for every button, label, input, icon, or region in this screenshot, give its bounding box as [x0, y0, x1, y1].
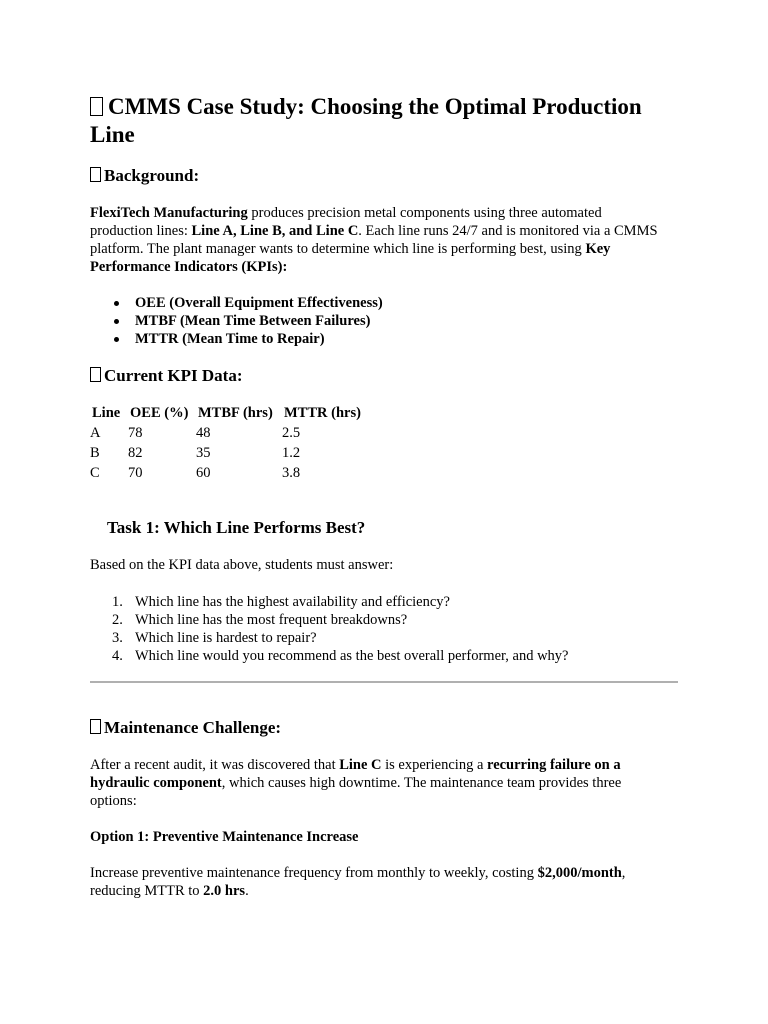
table-cell: C [90, 464, 100, 481]
table-cell: 2.5 [282, 424, 301, 441]
list-item: 2. Which line has the most frequent breakdowns? [112, 612, 408, 628]
task1-intro: Based on the KPI data above, students must answer: [90, 557, 394, 573]
missing-glyph-icon [90, 367, 101, 382]
table-cell: 1.2 [282, 444, 301, 461]
table-cell: B [90, 444, 100, 461]
missing-glyph-icon [90, 97, 103, 116]
column-header: MTBF (hrs) [198, 404, 273, 421]
table-cell: 35 [196, 444, 211, 461]
kpi-data-heading: Current KPI Data: [90, 366, 243, 386]
table-row [90, 423, 368, 443]
task1-questions [90, 593, 568, 665]
column-header: OEE (%) [130, 404, 189, 421]
table-cell: A [90, 424, 101, 441]
list-item: MTTR (Mean Time to Repair) [90, 330, 383, 348]
list-item: 3. Which line is hardest to repair? [112, 630, 317, 646]
list-item: OEE (Overall Equipment Effectiveness) [90, 294, 383, 312]
column-header: MTTR (hrs) [284, 404, 361, 421]
maintenance-heading: Maintenance Challenge: [90, 718, 281, 738]
list-item: 4. Which line would you recommend as the best overall performer, and why? [112, 648, 569, 664]
table-cell: 78 [128, 424, 143, 441]
horizontal-divider [90, 681, 678, 683]
table-cell: 70 [128, 464, 143, 481]
table-row [90, 443, 368, 463]
table-cell: 82 [128, 444, 143, 461]
table-cell: 48 [196, 424, 211, 441]
background-heading: Background: [90, 166, 199, 186]
column-header: Line [92, 404, 121, 421]
option1-text: Increase preventive maintenance frequency from monthly to weekly, costing $2,000/month, reducing MTTR to 2.0 hrs. [90, 865, 626, 899]
kpi-table [90, 403, 368, 483]
list-item: MTBF (Mean Time Between Failures) [90, 312, 383, 330]
option1-title: Option 1: Preventive Maintenance Increase [90, 829, 359, 845]
table-cell: 3.8 [282, 464, 301, 481]
background-paragraph: FlexiTech Manufacturing produces precision metal components using three automated production lines: Line A, Line B, and Line C. Each line runs 24/7 and is monitored via a CMMS platform. The plant manager wants to determine which line is performing best, using Key Performance Indicators (KPIs): [90, 205, 658, 275]
table-row [90, 463, 368, 483]
missing-glyph-icon [90, 167, 101, 182]
task1-heading: Task 1: Which Line Performs Best? [107, 518, 366, 537]
maintenance-paragraph: After a recent audit, it was discovered that Line C is experiencing a recurring failure on a hydraulic component, which causes high downtime. The maintenance team provides three options: [90, 757, 622, 809]
list-item: 1. Which line has the highest availability and efficiency? [112, 594, 450, 610]
kpi-list [90, 294, 383, 348]
table-cell: 60 [196, 464, 211, 481]
document-title: CMMS Case Study: Choosing the Optimal Production Line [90, 94, 642, 147]
table-header-row [90, 403, 368, 423]
missing-glyph-icon [90, 719, 101, 734]
